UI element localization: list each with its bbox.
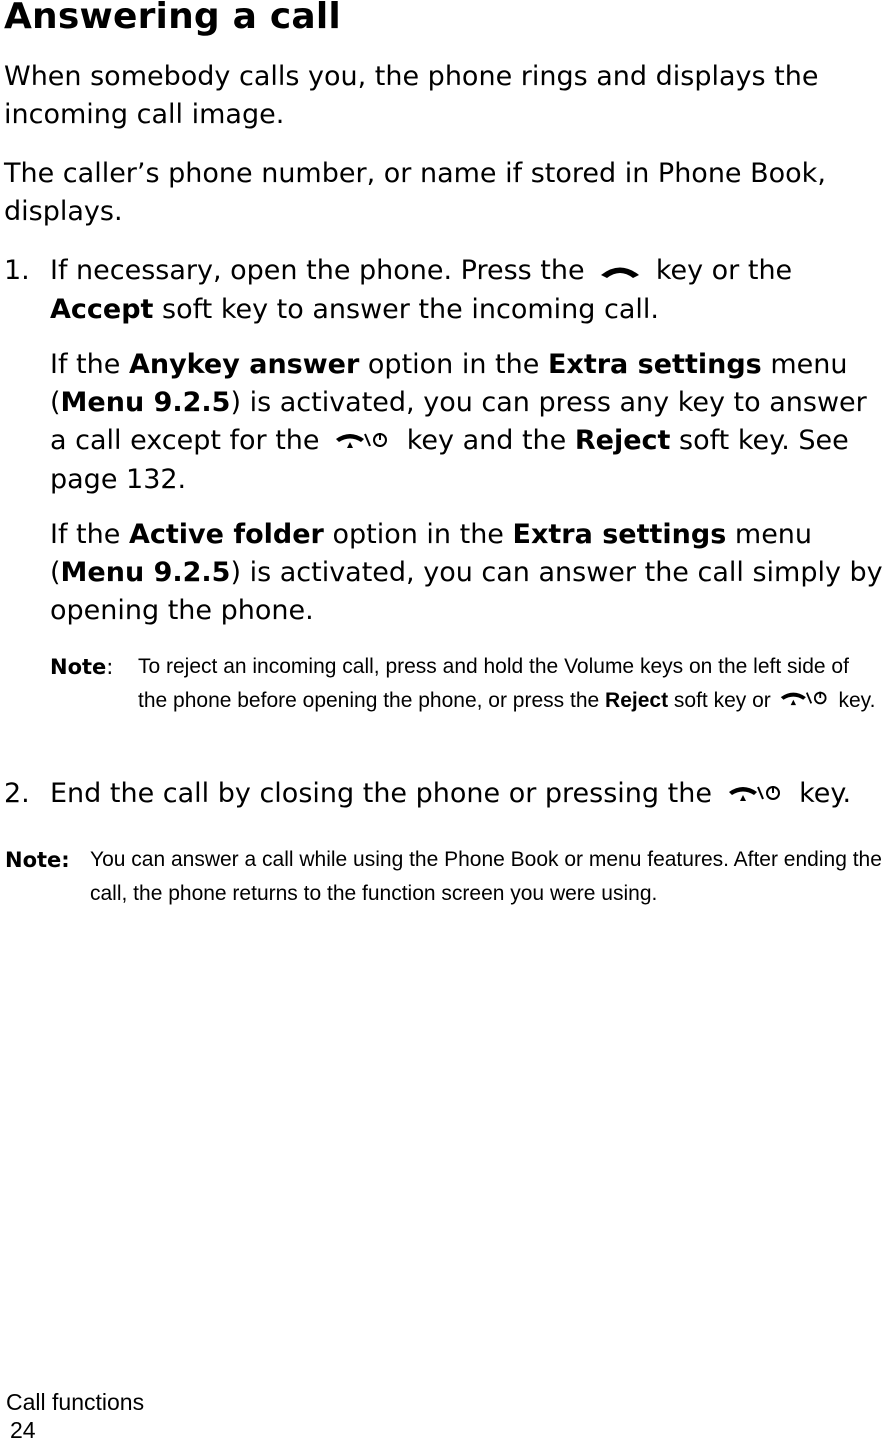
note-text: soft key or	[673, 689, 771, 712]
note-label	[50, 650, 113, 684]
text: option in the	[332, 519, 504, 550]
accept-key-label: Accept	[50, 293, 154, 325]
note-text: key.	[838, 689, 876, 712]
active-folder-paragraph	[50, 516, 888, 630]
note-text: To reject an incoming call, press and hold the Volume keys on the left side of the phone before opening the phone, or press the	[138, 655, 849, 712]
text: ) is activated, you can answer the call simply by opening the phone.	[50, 557, 883, 626]
anykey-option: Anykey answer	[128, 349, 360, 380]
page-number: 24	[10, 1417, 36, 1443]
end-key-icon	[334, 423, 392, 461]
note-text: You can answer a call while using the Phone Book or menu features. After ending the call, the phone returns to the function screen you were using.	[90, 848, 882, 905]
text: option in the	[367, 349, 540, 380]
extra-settings-menu: Extra settings	[512, 519, 727, 550]
end-key-icon	[727, 776, 785, 814]
text: If the	[50, 349, 121, 380]
text: key and the	[406, 425, 567, 456]
step-text: key or the	[655, 255, 793, 286]
reject-key-label: Reject	[605, 689, 669, 712]
step-1	[4, 252, 889, 329]
active-folder-option: Active folder	[128, 519, 324, 550]
step-text: key.	[799, 778, 852, 809]
step-text: If necessary, open the phone. Press the	[50, 255, 585, 286]
intro-paragraph-2: The caller’s phone number, or name if stored in Phone Book, displays.	[4, 158, 826, 227]
menu-number: Menu 9.2.5	[60, 557, 231, 588]
note-label: Note:	[5, 848, 70, 872]
text: ) is activated, you can press any key to answer a call except for the	[50, 387, 867, 456]
end-key-icon	[779, 684, 831, 718]
text: soft key. See page 132.	[50, 425, 849, 495]
step-text: End the call by closing the phone or pressing the	[50, 778, 712, 809]
send-key-icon	[599, 253, 641, 291]
note-label-text: Note	[50, 655, 107, 679]
intro-paragraph-1: When somebody calls you, the phone rings and displays the incoming call image.	[4, 61, 819, 130]
anykey-paragraph	[50, 346, 888, 499]
step-text: soft key to answer the incoming call.	[162, 293, 659, 325]
text: If the	[50, 519, 121, 550]
note-colon: :	[106, 655, 114, 679]
menu-number: Menu 9.2.5	[60, 387, 231, 418]
note-multitask	[5, 843, 885, 911]
page-title: Answering a call	[4, 0, 341, 37]
page-footer	[6, 1388, 144, 1444]
note-reject	[50, 650, 880, 718]
step-number: 1.	[4, 255, 30, 286]
step-2	[4, 775, 889, 814]
text: menu (	[50, 519, 813, 588]
footer-section: Call functions	[6, 1389, 145, 1415]
reject-key-label: Reject	[574, 425, 671, 456]
text: menu (	[50, 349, 848, 418]
extra-settings-menu: Extra settings	[547, 349, 762, 380]
step-number: 2.	[4, 778, 30, 809]
